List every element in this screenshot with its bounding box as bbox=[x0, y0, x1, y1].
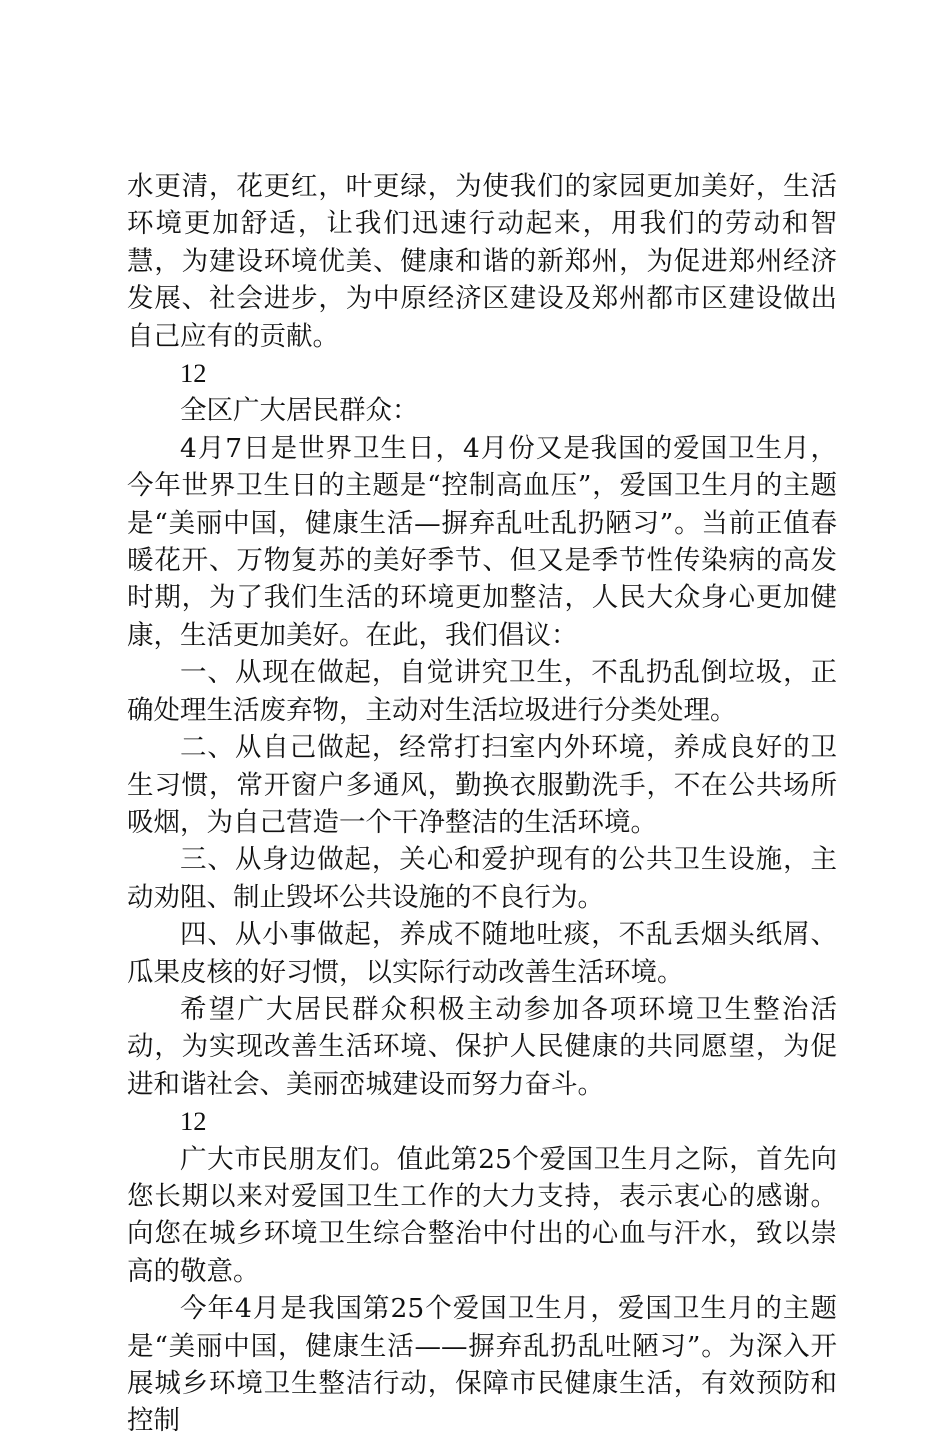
proposal-item-2: 二、从自己做起，经常打扫室内外环境，养成良好的卫生习惯，常开窗户多通风，勤换衣服勤洗手，不在公共场所吸烟，为自己营造一个干净整洁的生活环境。 bbox=[127, 732, 837, 838]
salutation: 全区广大居民群众： bbox=[180, 395, 419, 427]
paragraph-theme: 今年4月是我国第25个爱国卫生月，爱国卫生月的主题是“美丽中国，健康生活——摒弃乱扔乱吐陋习”。为深入开展城乡环境卫生整洁行动，保障市民健康生活，有效预防和控制 bbox=[127, 1293, 837, 1437]
paragraph-greeting: 广大市民朋友们。值此第25个爱国卫生月之际，首先向您长期以来对爱国卫生工作的大力支持，表示衷心的感谢。向您在城乡环境卫生综合整治中付出的心血与汗水，致以崇高的敬意。 bbox=[127, 1143, 837, 1287]
paragraph-intro: 4月7日是世界卫生日，4月份又是我国的爱国卫生月，今年世界卫生日的主题是“控制高血压”，爱国卫生月的主题是“美丽中国，健康生活—摒弃乱吐乱扔陋习”。当前正值春暖花开、万物复苏的美好季节、但又是季节性传染病的高发时期，为了我们生活的环境更加整洁，人民大众身心更加健康，生活更加美好。在此，我们倡议： bbox=[127, 432, 837, 651]
proposal-item-3: 三、从身边做起，关心和爱护现有的公共卫生设施，主动劝阻、制止毁坏公共设施的不良行为。 bbox=[127, 844, 837, 913]
proposal-item-1: 一、从现在做起，自觉讲究卫生，不乱扔乱倒垃圾，正确处理生活废弃物，主动对生活垃圾进行分类处理。 bbox=[127, 657, 837, 726]
document-body bbox=[127, 168, 837, 1440]
proposal-item-4: 四、从小事做起，养成不随地吐痰，不乱丢烟头纸屑、瓜果皮核的好习惯，以实际行动改善生活环境。 bbox=[127, 919, 837, 988]
section-number: 12 bbox=[180, 358, 207, 389]
paragraph-closing: 希望广大居民群众积极主动参加各项环境卫生整治活动，为实现改善生活环境、保护人民健康的共同愿望，为促进和谐社会、美丽峦城建设而努力奋斗。 bbox=[127, 993, 837, 1100]
section-number: 12 bbox=[180, 1106, 207, 1137]
paragraph-closing-continuation: 水更清，花更红，叶更绿，为使我们的家园更加美好，生活环境更加舒适，让我们迅速行动起来，用我们的劳动和智慧，为建设环境优美、健康和谐的新郑州，为促进郑州经济发展、社会进步，为中原经济区建设及郑州都市区建设做出自己应有的贡献。 bbox=[127, 171, 837, 352]
